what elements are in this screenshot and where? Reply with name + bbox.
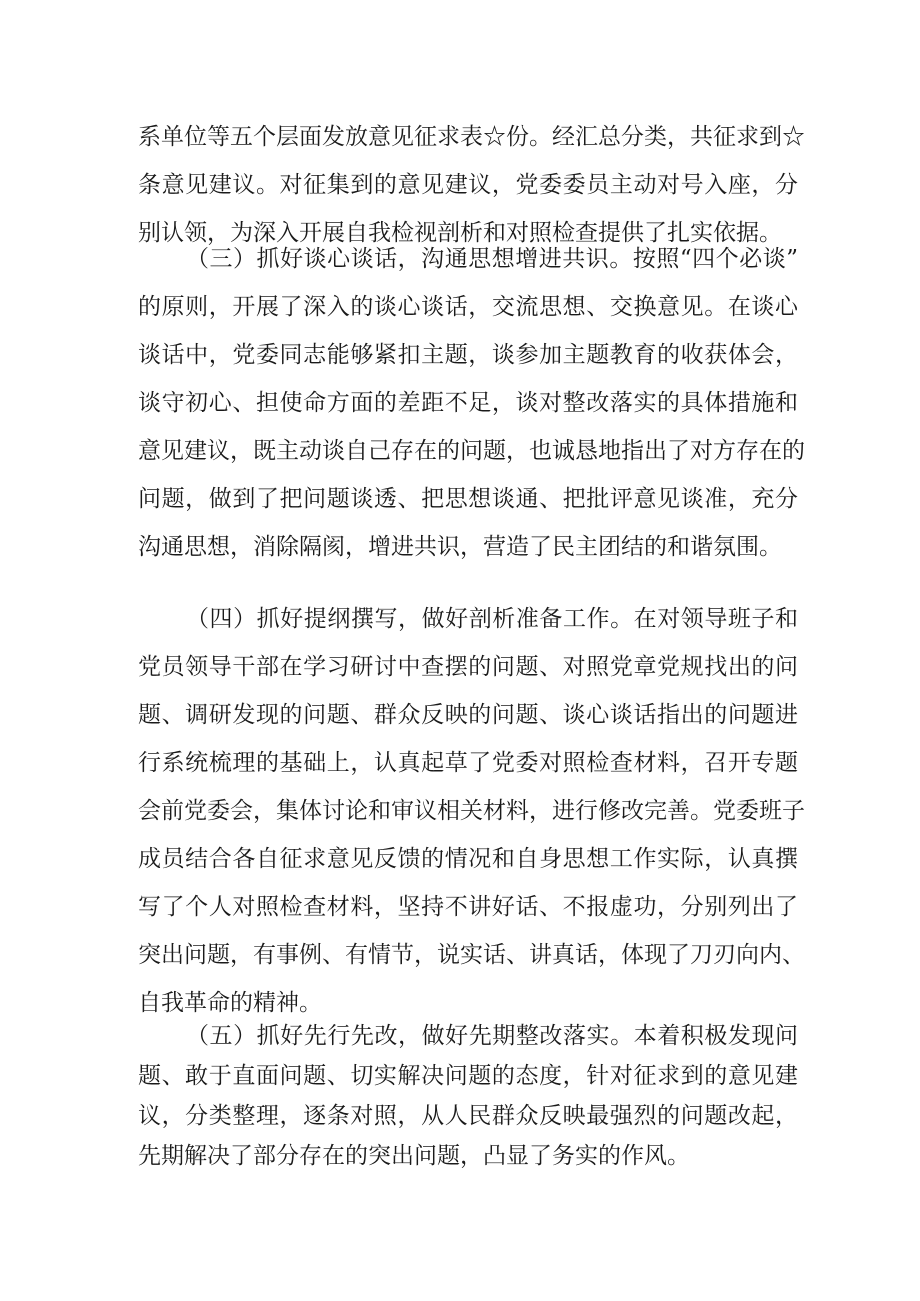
text-line: （三）抓好谈心谈话，沟通思想增进共识。按照“四个必谈”: [186, 246, 798, 272]
text-line: （五）抓好先行先改，做好先期整改落实。本着积极发现问: [186, 1023, 798, 1049]
text-line: 问题，做到了把问题谈透、把思想谈通、把批评意见谈准，充分: [138, 486, 798, 512]
text-line: 突出问题，有事例、有情节，说实话、讲真话，体现了刀刃向内、: [138, 942, 805, 968]
text-line: 条意见建议。对征集到的意见建议，党委委员主动对号入座，分: [138, 172, 798, 198]
text-line: 写了个人对照检查材料，坚持不讲好话、不报虚功，分别列出了: [138, 894, 798, 920]
text-line: （四）抓好提纲撰写，做好剖析准备工作。在对领导班子和: [186, 606, 798, 632]
text-line: 行系统梳理的基础上，认真起草了党委对照检查材料，召开专题: [138, 750, 798, 776]
text-line: 系单位等五个层面发放意见征求表☆份。经汇总分类，共征求到☆: [138, 124, 805, 150]
text-line: 的原则，开展了深入的谈心谈话，交流思想、交换意见。在谈心: [138, 294, 798, 320]
paragraph-section-4: [138, 595, 805, 1027]
text-line: 谈话中，党委同志能够紧扣主题，谈参加主题教育的收获体会，: [138, 342, 798, 368]
text-line: 别认领，为深入开展自我检视剖析和对照检查提供了扎实依据。: [138, 220, 782, 246]
text-line: 沟通思想，消除隔阂，增进共识，营造了民主团结的和谐氛围。: [138, 534, 782, 560]
text-line: 自我革命的精神。: [138, 990, 322, 1016]
text-line: 议，分类整理，逐条对照，从人民群众反映最强烈的问题改起，: [138, 1103, 798, 1129]
text-line: 谈守初心、担使命方面的差距不足，谈对整改落实的具体措施和: [138, 390, 798, 416]
text-line: 先期解决了部分存在的突出问题，凸显了务实的作风。: [138, 1143, 690, 1169]
paragraph-section-3: [138, 235, 805, 571]
text-line: 党员领导干部在学习研讨中查摆的问题、对照党章党规找出的问: [138, 654, 798, 680]
text-line: 题、敢于直面问题、切实解决问题的态度，针对征求到的意见建: [138, 1063, 798, 1089]
text-line: 题、调研发现的问题、群众反映的问题、谈心谈话指出的问题进: [138, 702, 798, 728]
text-line: 意见建议，既主动谈自己存在的问题，也诚恳地指出了对方存在的: [138, 438, 805, 464]
text-line: 成员结合各自征求意见反馈的情况和自身思想工作实际，认真撰: [138, 846, 798, 872]
paragraph-section-5: [138, 1016, 798, 1176]
text-line: 会前党委会，集体讨论和审议相关材料，进行修改完善。党委班子: [138, 798, 805, 824]
